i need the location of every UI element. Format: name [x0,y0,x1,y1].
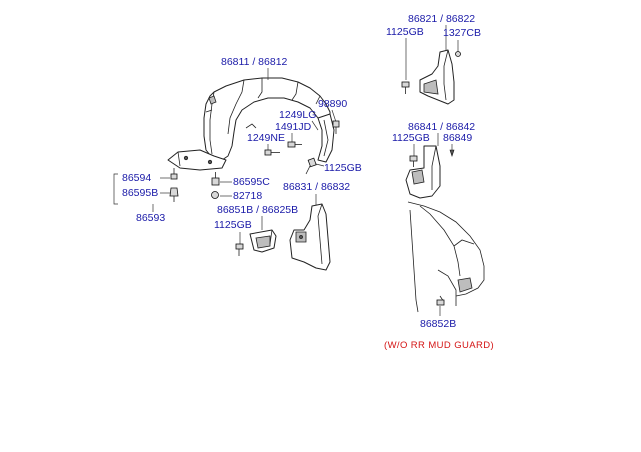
rear-upper-bracket [420,50,454,104]
rear-body-corner [408,202,484,312]
callout-86593: 86593 [136,212,166,224]
callout-86811-86812: 86811 / 86812 [221,56,288,68]
callout-98890: 98890 [318,98,348,110]
callout-86851B-86825B: 86851B / 86825B [217,204,299,216]
callout-86852B: 86852B [420,318,457,330]
callout-82718: 82718 [233,190,263,202]
clip-icon [212,172,219,185]
screw-icon [306,158,316,174]
clip-icon [450,150,454,156]
leader-1125GB-center [316,164,324,166]
callout-1125GB-center: 1125GB [324,162,362,174]
callout-1125GB-rear-upper: 1125GB [386,26,424,38]
callout-1125GB-rear-mid: 1125GB [392,132,430,144]
plug-icon [437,300,444,305]
rear-mudguard [406,146,440,198]
callout-1327CB: 1327CB [443,27,481,39]
callout-1491JD: 1491JD [275,121,312,133]
callout-86595B: 86595B [122,187,159,199]
bracket-86593 [114,174,118,204]
leader-98890 [332,110,336,122]
screw-icon [236,244,243,256]
leader-1249LG [312,121,318,130]
callout-86594: 86594 [122,172,152,184]
bolt-icon [288,142,302,147]
callout-86849: 86849 [443,132,473,144]
callout-1125GB-bracket: 1125GB [214,219,252,231]
mudguard-bracket [250,230,276,252]
callout-86841-86842: 86841 / 86842 [408,121,476,133]
clip-icon [170,188,178,202]
callout-1249LG: 1249LG [279,109,317,121]
bolt-icon [265,150,280,155]
callout-1249NE: 1249NE [247,132,285,144]
callout-86831-86832: 86831 / 86832 [283,181,351,193]
note-wo-rr-mud-guard: (W/O RR MUD GUARD) [384,340,495,351]
callout-86595C: 86595C [233,176,270,188]
callout-86821-86822: 86821 / 86822 [408,13,476,25]
clip-icon [171,168,177,179]
bolt-icon [456,52,461,57]
screw-icon [402,82,409,94]
clip-icon [212,192,219,199]
screw-icon [410,156,417,167]
